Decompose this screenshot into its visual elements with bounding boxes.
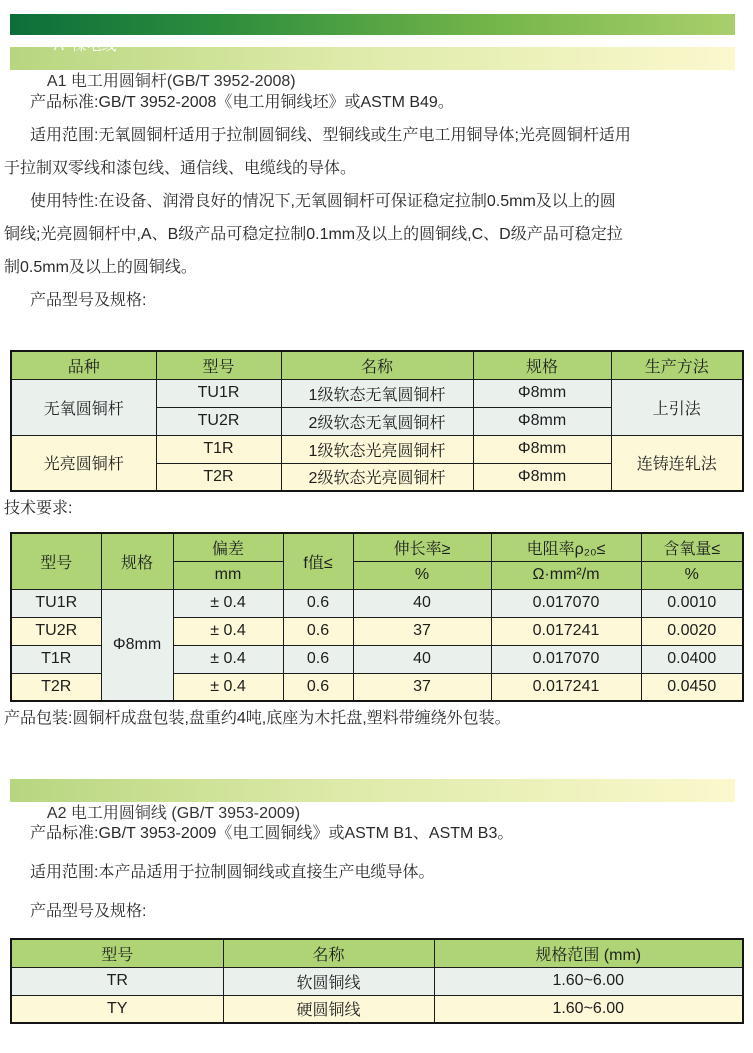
t1-header-spec: 规格 [473, 351, 611, 379]
t1-model-cell: TU2R [156, 407, 281, 435]
t1-spec-cell: Φ8mm [473, 435, 611, 463]
t1-method-cell: 上引法 [611, 379, 743, 435]
t1-category-cell: 无氧圆铜杆 [11, 379, 156, 435]
table-row [11, 435, 743, 463]
a1-usage-paragraph: 使用特性:在设备、润滑良好的情况下,无氧圆铜杆可保证稳定拉制0.5mm及以上的圆 铜线;光亮圆铜杆中,A、B级产品可稳定拉制0.1mm及以上的圆铜线,C、D级产品可稳定拉 制0.5mm及以上的圆铜线。 [4, 193, 623, 276]
t1-header-category: 品种 [11, 351, 156, 379]
a2-models-table [10, 938, 744, 1024]
t1-spec-cell: Φ8mm [473, 407, 611, 435]
table-row [11, 379, 743, 407]
t3-range-cell: 1.60~6.00 [434, 995, 743, 1023]
t2-oxygen-cell: 0.0010 [641, 589, 743, 617]
t1-header-name: 名称 [281, 351, 473, 379]
t3-model-cell: TY [11, 995, 223, 1023]
t1-name-cell: 1级软态光亮圆铜杆 [281, 435, 473, 463]
t2-deviation-cell: ± 0.4 [173, 645, 283, 673]
table-row [11, 995, 743, 1023]
t2-header-oxygen: 含氧量≤ [641, 533, 743, 561]
t1-header-model: 型号 [156, 351, 281, 379]
t1-name-cell: 1级软态无氧圆铜杆 [281, 379, 473, 407]
t1-model-cell: T2R [156, 463, 281, 491]
t2-header-spec: 规格 [101, 533, 173, 589]
t3-name-cell: 软圆铜线 [223, 967, 434, 995]
t2-f-cell: 0.6 [283, 673, 353, 701]
t3-header-model: 型号 [11, 939, 223, 967]
t2-header-elongation-unit: % [353, 561, 491, 589]
t1-method-cell: 连铸连轧法 [611, 435, 743, 491]
t2-f-cell: 0.6 [283, 589, 353, 617]
a1-standard-paragraph: 产品标准:GB/T 3952-2008《电工用铜线坯》或ASTM B49。 [30, 94, 454, 111]
t2-elongation-cell: 37 [353, 673, 491, 701]
section-a-title: A 裸电线 [53, 37, 117, 54]
a1-models-table [10, 350, 744, 492]
a2-models-label: 产品型号及规格: [30, 903, 147, 920]
t2-header-resistivity: 电阻率ρ₂₀≤ [491, 533, 641, 561]
t2-model-cell: T1R [11, 645, 101, 673]
t3-header-name: 名称 [223, 939, 434, 967]
t2-oxygen-cell: 0.0400 [641, 645, 743, 673]
t1-model-cell: T1R [156, 435, 281, 463]
section-a2-title: A2 电工用圆铜线 (GB/T 3953-2009) [46, 805, 301, 822]
t2-elongation-cell: 40 [353, 589, 491, 617]
t3-model-cell: TR [11, 967, 223, 995]
t1-name-cell: 2级软态光亮圆铜杆 [281, 463, 473, 491]
t1-spec-cell: Φ8mm [473, 379, 611, 407]
t2-header-deviation-unit: mm [173, 561, 283, 589]
t1-header-method: 生产方法 [611, 351, 743, 379]
t2-oxygen-cell: 0.0020 [641, 617, 743, 645]
t2-header-f-value: f值≤ [283, 533, 353, 589]
a1-packaging-paragraph: 产品包装:圆铜杆成盘包装,盘重约4吨,底座为木托盘,塑料带缠绕外包装。 [4, 710, 511, 727]
t2-resistivity-cell: 0.017070 [491, 589, 641, 617]
section-a1-title: A1 电工用圆铜杆(GB/T 3952-2008) [46, 73, 296, 90]
a2-standard-paragraph: 产品标准:GB/T 3953-2009《电工圆铜线》或ASTM B1、ASTM B3。 [30, 825, 514, 842]
t2-f-cell: 0.6 [283, 617, 353, 645]
t2-model-cell: TU2R [11, 617, 101, 645]
t1-model-cell: TU1R [156, 379, 281, 407]
table-row [11, 589, 743, 617]
table-row [11, 967, 743, 995]
t2-elongation-cell: 37 [353, 617, 491, 645]
t2-model-cell: TU1R [11, 589, 101, 617]
t2-oxygen-cell: 0.0450 [641, 673, 743, 701]
t3-name-cell: 硬圆铜线 [223, 995, 434, 1023]
a1-scope-paragraph: 适用范围:无氧圆铜杆适用于拉制圆铜线、型铜线或生产电工用铜导体;光亮圆铜杆适用 于拉制双零线和漆包线、通信线、电缆线的导体。 [4, 127, 631, 177]
t2-deviation-cell: ± 0.4 [173, 617, 283, 645]
t2-f-cell: 0.6 [283, 645, 353, 673]
t3-header-range: 规格范围 (mm) [434, 939, 743, 967]
section-a2-header [10, 779, 735, 822]
t2-header-elongation: 伸长率≥ [353, 533, 491, 561]
t2-elongation-cell: 40 [353, 645, 491, 673]
t2-resistivity-cell: 0.017241 [491, 617, 641, 645]
t2-resistivity-cell: 0.017070 [491, 645, 641, 673]
t2-deviation-cell: ± 0.4 [173, 673, 283, 701]
a2-scope-paragraph: 适用范围:本产品适用于拉制圆铜线或直接生产电缆导体。 [30, 864, 435, 881]
section-a1-header [10, 47, 735, 90]
t2-header-deviation: 偏差 [173, 533, 283, 561]
section-a-header [10, 14, 735, 54]
a1-models-label: 产品型号及规格: [30, 292, 147, 309]
t2-model-cell: T2R [11, 673, 101, 701]
t2-header-model: 型号 [11, 533, 101, 589]
t2-spec-cell: Φ8mm [101, 589, 173, 701]
t1-category-cell: 光亮圆铜杆 [11, 435, 156, 491]
t1-name-cell: 2级软态无氧圆铜杆 [281, 407, 473, 435]
a1-tech-table [10, 532, 744, 702]
table-header-row [11, 939, 743, 967]
table-header-row [11, 351, 743, 379]
a1-tech-req-label: 技术要求: [4, 500, 73, 517]
t1-spec-cell: Φ8mm [473, 463, 611, 491]
t2-resistivity-cell: 0.017241 [491, 673, 641, 701]
t3-range-cell: 1.60~6.00 [434, 967, 743, 995]
t2-header-resistivity-unit: Ω·mm²/m [491, 561, 641, 589]
table-header-row [11, 533, 743, 561]
t2-header-oxygen-unit: % [641, 561, 743, 589]
t2-deviation-cell: ± 0.4 [173, 589, 283, 617]
